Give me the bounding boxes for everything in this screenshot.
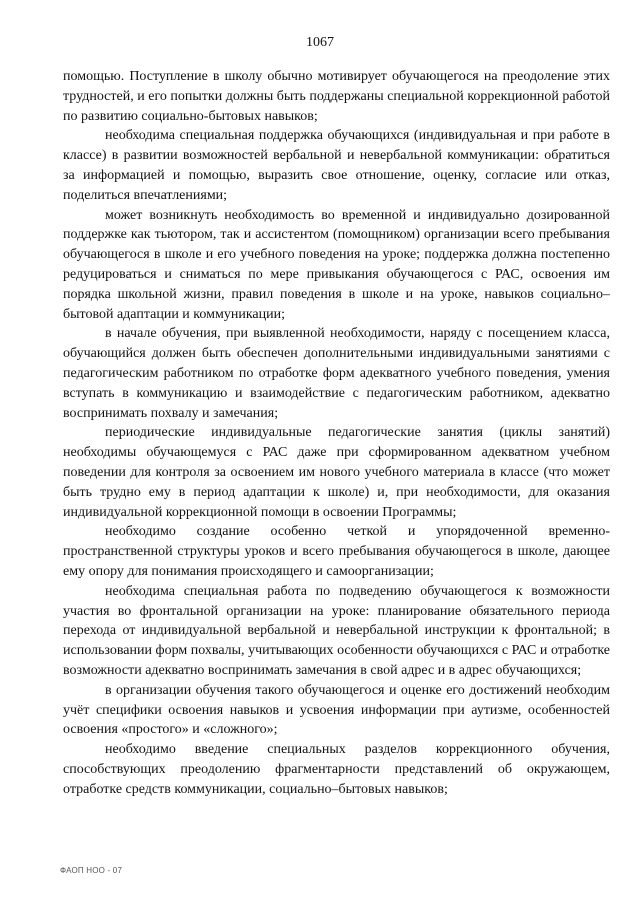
paragraph-1: помощью. Поступление в школу обычно мотивирует обучающегося на преодоление этих трудностей, и его попытки должны быть поддержаны специальной коррекционной работой по развитию социально-бытовых навыков; [63,69,610,124]
paragraph-3: может возникнуть необходимость во временной и индивидуально дозированной поддержке как тьютором, так и ассистентом (помощником) организации всего пребывания обучающегося в школе и его учебного поведения на уроке; поддержка должна постепенно редуцироваться и сниматься по мере привыкания обучающегося с РАС, освоения им порядка школьной жизни, правил поведения в школе и на уроке, навыков социально–бытовой адаптации и коммуникации; [63,207,610,322]
paragraph-4: в начале обучения, при выявленной необходимости, наряду с посещением класса, обучающийся должен быть обеспечен дополнительными индивидуальными занятиями с педагогическим работником по отработке форм адекватного учебного поведения, умения вступать в коммуникацию и взаимодействие с педагогическим работником, адекватно воспринимать похвалу и замечания; [63,326,610,421]
paragraph-6: необходимо создание особенно четкой и упорядоченной временно-пространственной структуры уроков и всего пребывания обучающегося в школе, дающее ему опору для понимания происходящего и самоорганизации; [63,524,610,579]
footer-mark: ФАОП НОО - 07 [60,866,123,875]
paragraph-7: необходима специальная работа по подведению обучающегося к возможности участия во фронтальной организации на уроке: планирование обязательного периода перехода от индивидуальной вербальной и невербальной инструкции к фронтальной; в использовании форм похвалы, учитывающих особенности обучающихся с РАС и отработке возможности адекватно воспринимать замечания в свой адрес и в адрес обучающихся; [63,583,610,678]
paragraph-5: периодические индивидуальные педагогические занятия (циклы занятий) необходимы обучающемуся с РАС даже при сформированном адекватном учебном поведении для контроля за освоением им нового учебного материала в классе (что может быть трудно ему в период адаптации к школе) и, при необходимости, для оказания индивидуальной коррекционной помощи в освоении Программы; [63,425,610,520]
paragraph-8: в организации обучения такого обучающегося и оценке его достижений необходим учёт специфики освоения навыков и усвоения информации при аутизме, особенностей освоения «простого» и «сложного»; [63,682,610,738]
paragraph-2: необходима специальная поддержка обучающихся (индивидуальная и при работе в классе) в развитии возможностей вербальной и невербальной коммуникации: обратиться за информацией и помощью, выразить свое отношение, оценку, согласие или отказ, поделиться впечатлениями; [63,128,610,203]
paragraph-9: необходимо введение специальных разделов коррекционного обучения, способствующих преодолению фрагментарности представлений об окружающем, отработке средств коммуникации, социально–бытовых навыков; [63,742,610,797]
page-number: 1067 [306,35,334,50]
body-text [63,67,610,799]
